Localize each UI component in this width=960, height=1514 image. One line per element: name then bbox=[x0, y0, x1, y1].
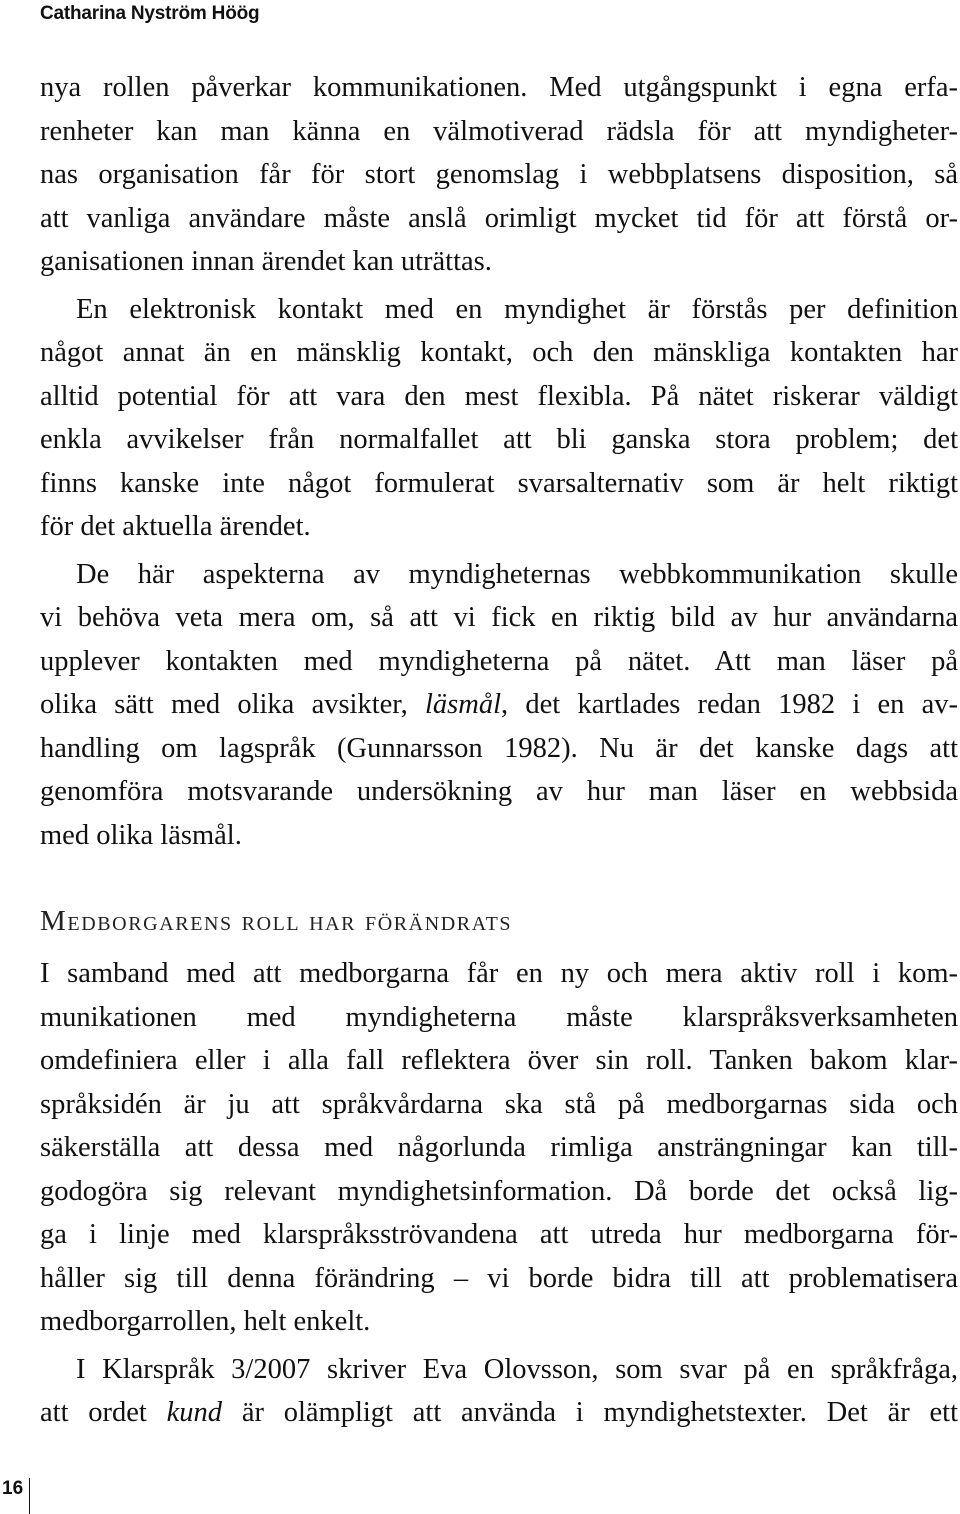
italic-term: läsmål bbox=[425, 689, 502, 720]
text-line: omdefiniera eller i alla fall reflektera över sin roll. Tanken bakom klar- bbox=[40, 1045, 958, 1076]
text-line: I samband med att medborgarna får en ny och mera aktiv roll i kom- bbox=[40, 958, 958, 989]
text-line: finns kanske inte något formulerat svarsalternativ som är helt riktigt bbox=[40, 467, 958, 499]
text-line: I Klarspråk 3/2007 skriver Eva Olovsson, som svar på en språkfråga, bbox=[76, 1353, 958, 1385]
text-line: renheter kan man känna en välmotiverad rädsla för att myndigheter- bbox=[40, 115, 958, 147]
text-line: något annat än en mänsklig kontakt, och den mänskliga kontakten har bbox=[40, 337, 958, 368]
text-fragment: är olämpligt att använda i myndighetstexter. Det är ett bbox=[222, 1397, 959, 1428]
text-line: godogöra sig relevant myndighetsinformation. Då borde det också lig- bbox=[40, 1175, 958, 1207]
text-line: språksidén är ju att språkvårdarna ska stå på medborgarnas sida och bbox=[40, 1088, 958, 1120]
text-line: nya rollen påverkar kommunikationen. Med utgångspunkt i egna erfa- bbox=[40, 72, 958, 103]
text-line: munikationen med myndigheterna måste klarspråksverksamheten bbox=[40, 1001, 958, 1033]
text-line-with-italic bbox=[40, 1391, 958, 1435]
text-line: för det aktuella ärendet. bbox=[40, 511, 311, 542]
text-line: enkla avvikelser från normalfallet att bli ganska stora problem; det bbox=[40, 424, 958, 455]
text-line: En elektronisk kontakt med en myndighet är förstås per definition bbox=[76, 293, 958, 325]
text-line: medborgarrollen, helt enkelt. bbox=[40, 1306, 371, 1337]
text-line: genomföra motsvarande undersökning av hur man läser en webbsida bbox=[40, 776, 958, 807]
text-line: alltid potential för att vara den mest flexibla. På nätet riskerar väldigt bbox=[40, 380, 958, 412]
section-heading: Medborgarens roll har förändrats bbox=[40, 905, 513, 937]
text-line: nas organisation får för stort genomslag i webbplatsens disposition, så bbox=[40, 159, 958, 190]
text-line: håller sig till denna förändring – vi borde bidra till att problematisera bbox=[40, 1262, 958, 1294]
text-line: handling om lagspråk (Gunnarsson 1982). Nu är det kanske dags att bbox=[40, 732, 958, 764]
body-text bbox=[40, 66, 958, 1435]
text-line: ganisationen innan ärendet kan uträttas. bbox=[40, 246, 492, 277]
text-line: De här aspekterna av myndigheternas webbkommunikation skulle bbox=[76, 558, 958, 590]
text-fragment: att ordet bbox=[40, 1397, 167, 1428]
text-line: ga i linje med klarspråksströvandena att utreda hur medborgarna för- bbox=[40, 1219, 958, 1250]
italic-term: kund bbox=[166, 1397, 223, 1428]
running-header-author: Catharina Nyström Höög bbox=[40, 3, 260, 24]
text-fragment: , det kartlades redan 1982 i en av- bbox=[501, 689, 958, 720]
text-line: med olika läsmål. bbox=[40, 819, 242, 851]
text-line-with-italic bbox=[40, 683, 958, 727]
text-line: vi behöva veta mera om, så att vi fick en riktig bild av hur användarna bbox=[40, 602, 958, 633]
text-fragment: olika sätt med olika avsikter, bbox=[40, 689, 426, 720]
page-number: 16 bbox=[0, 1478, 30, 1514]
text-line: säkerställa att dessa med någorlunda rimliga ansträngningar kan till- bbox=[40, 1132, 958, 1163]
text-line: upplever kontakten med myndigheterna på nätet. Att man läser på bbox=[40, 645, 958, 677]
text-line: att vanliga användare måste anslå orimligt mycket tid för att förstå or- bbox=[40, 202, 958, 234]
